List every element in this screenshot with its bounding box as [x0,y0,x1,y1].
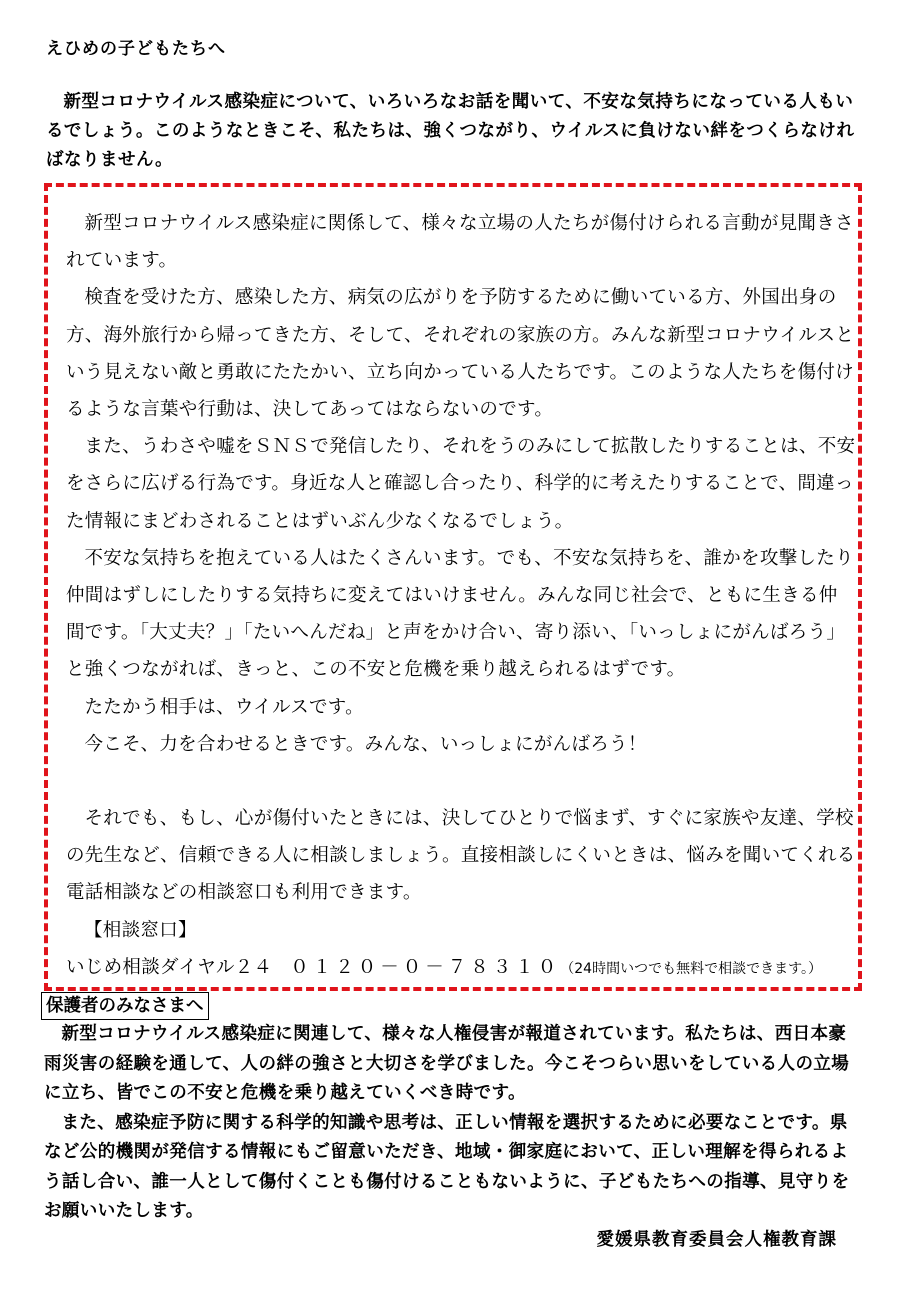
parents-paragraph: 新型コロナウイルス感染症に関連して、様々な人権侵害が報道されています。私たちは、西日本豪雨災害の経験を通して、人の絆の強さと大切さを学びました。今こそつらい思いをしている人の立場に立ち、皆でこの不安と危機を乗り越えていくべき時です。 [44,1024,850,1103]
notice-paragraph: 不安な気持ちを抱えている人はたくさんいます。でも、不安な気持ちを、誰かを攻撃したり仲間はずしにしたりする気持ちに変えてはいけません。みんな同じ社会で、ともに生きる仲間です。「大丈夫？」「たいへんだね」と声をかけ合い、寄り添い、「いっしょにがんばろう」と強くつながれば、きっと、この不安と危機を乗り越えられるはずです。 [66,547,854,681]
parents-paragraph: また、感染症予防に関する科学的知識や思考は、正しい情報を選択するために必要なことです。県など公的機関が発信する情報にもご留意いただき、地域・御家庭において、正しい理解を得られるよう話し合い、誰一人として傷付くことも傷付けることもないように、子どもたちへの指導、見守りをお願いいたします。 [44,1112,850,1221]
issuer-signature: 愛媛県教育委員会人権教育課 [596,1230,837,1250]
notice-paragraph: 新型コロナウイルス感染症に関係して、様々な立場の人たちが傷付けられる言動が見聞きされています。 [66,213,854,272]
intro-message [46,88,866,175]
consult-availability-note: （24時間いつでも無料で相談できます。） [560,960,822,977]
consult-line [66,949,856,988]
children-notice-box [44,183,862,991]
greeting-heading: えひめの子どもたちへ [46,39,226,59]
consult-phone-number[interactable]: ０１２０－０－７８３１０ [290,956,561,978]
consult-heading: 【相談窓口】 [84,919,197,941]
paragraph-spacer [66,763,856,800]
notice-content [66,205,856,988]
intro-paragraph: 新型コロナウイルス感染症について、いろいろなお話を聞いて、不安な気持ちになっている人もいるでしょう。このようなときこそ、私たちは、強くつながり、ウイルスに負けない絆をつくらなければなりません。 [46,92,855,170]
parents-message [44,1020,864,1227]
notice-paragraph: 今こそ、力を合わせるときです。みんな、いっしょにがんばろう！ [84,733,647,755]
notice-paragraph: たたかう相手は、ウイルスです。 [84,696,364,718]
consult-service-name: いじめ相談ダイヤル２４ [66,956,273,978]
notice-paragraph: また、うわさや嘘をＳＮＳで発信したり、それをうのみにして拡散したりすることは、不安をさらに広げる行為です。身近な人と確認し合ったり、科学的に考えたりすることで、間違った情報にまどわされることはずいぶん少なくなるでしょう。 [66,436,856,532]
parents-section-label: 保護者のみなさまへ [41,992,209,1020]
notice-paragraph: 検査を受けた方、感染した方、病気の広がりを予防するために働いている方、外国出身の方、海外旅行から帰ってきた方、そして、それぞれの家族の方。みんな新型コロナウイルスという見えない敵と勇敢にたたかい、立ち向かっている人たちです。このような人たちを傷付けるような言葉や行動は、決してあってはならないのです。 [66,287,855,421]
advice-paragraph: それでも、もし、心が傷付いたときには、決してひとりで悩まず、すぐに家族や友達、学校の先生など、信頼できる人に相談しましょう。直接相談しにくいときは、悩みを聞いてくれる電話相談などの相談窓口も利用できます。 [66,808,856,904]
